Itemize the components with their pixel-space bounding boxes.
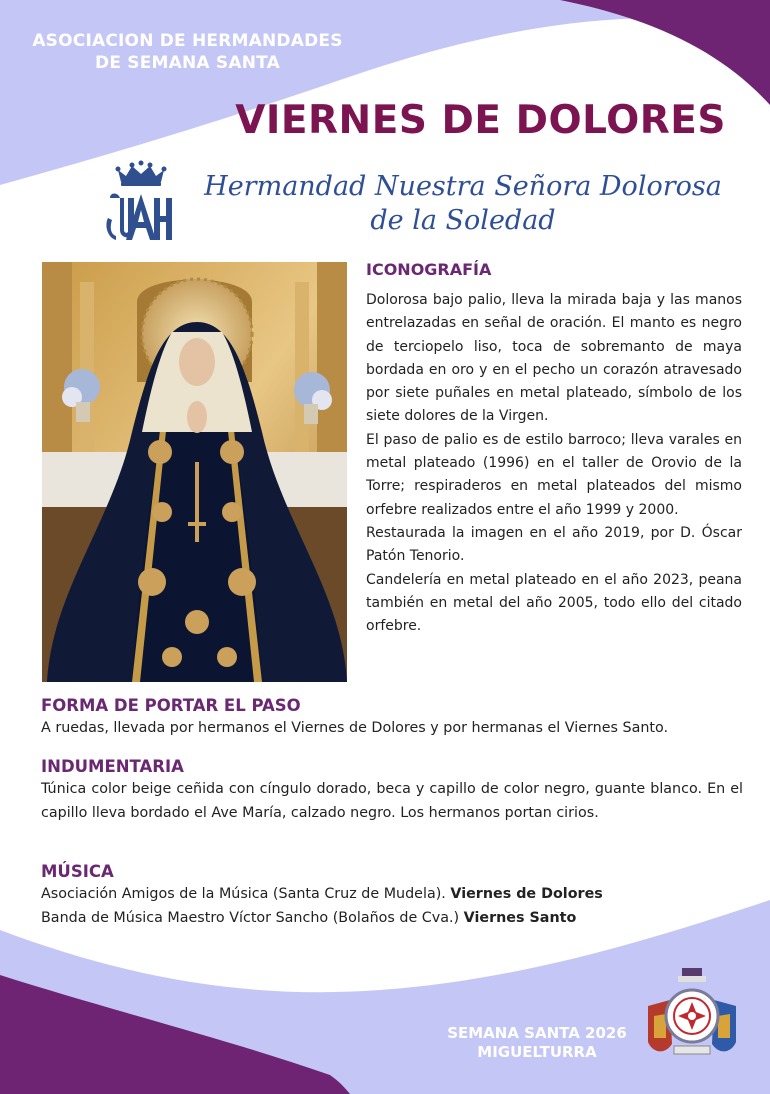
- forma-heading: FORMA DE PORTAR EL PASO: [41, 696, 301, 715]
- brotherhood-monogram-crest-icon: [104, 160, 178, 246]
- musica-line-2-bold: Viernes Santo: [463, 909, 577, 926]
- musica-line-2: [41, 907, 743, 931]
- forma-text: A ruedas, llevada por hermanos el Viernes de Dolores y por hermanas el Viernes Santo.: [41, 720, 669, 736]
- footer-line2: MIGUELTURRA: [477, 1043, 597, 1061]
- footer-line1: SEMANA SANTA 2026: [447, 1024, 627, 1042]
- musica-line-1-text: Asociación Amigos de la Música (Santa Cruz de Mudela).: [41, 886, 446, 902]
- iconografia-heading: ICONOGRAFÍA: [366, 260, 492, 279]
- association-title: [20, 30, 355, 74]
- iconografia-paragraph-4: Candelería en metal plateado en el año 2023, peana también en metal del año 2005, todo ello del citado orfebre.: [366, 571, 742, 635]
- iconografia-paragraph-3: Restaurada la imagen en el año 2019, por D. Óscar Patón Tenorio.: [366, 524, 742, 565]
- musica-section: [41, 862, 743, 930]
- forma-section: [41, 696, 743, 741]
- musica-line-2-text: Banda de Música Maestro Víctor Sancho (Bolaños de Cva.): [41, 909, 460, 926]
- page-title: VIERNES DE DOLORES: [235, 98, 726, 143]
- top-lavender-wave: [0, 0, 770, 185]
- brotherhood-name-line1: Hermandad Nuestra Señora Dolorosa: [204, 171, 722, 202]
- musica-line-1: [41, 883, 743, 907]
- indumentaria-section: [41, 757, 743, 825]
- town-coat-of-arms-icon: [644, 966, 740, 1066]
- iconografia-section: [366, 260, 742, 638]
- indumentaria-text: Túnica color beige ceñida con cíngulo dorado, beca y capillo de color negro, guante blanco. En el capillo lleva bordado el Ave María, calzado negro. Los hermanos portan cirios.: [41, 781, 743, 821]
- virgin-dolorosa-photo: [42, 262, 347, 682]
- indumentaria-heading: INDUMENTARIA: [41, 757, 184, 776]
- footer-event: [432, 1024, 642, 1062]
- iconografia-paragraph-2: El paso de palio es de estilo barroco; lleva varales en metal plateado (1996) en el taller de Orovio de la Torre; respiraderos en metal plateados del mismo orfebre realizados entre el año 1999 y 2000.: [366, 431, 742, 518]
- musica-heading: MÚSICA: [41, 862, 114, 881]
- association-title-line1: ASOCIACION DE HERMANDADES: [32, 31, 343, 51]
- musica-line-1-bold: Viernes de Dolores: [450, 886, 603, 902]
- brotherhood-name-line2: de la Soledad: [370, 205, 556, 236]
- iconografia-paragraph-1: Dolorosa bajo palio, lleva la mirada baja y las manos entrelazadas en señal de oración. El manto es negro de terciopelo liso, toca de sobremanto de maya bordada en oro y en el pecho un corazón atravesado por siete puñales en metal plateado, símbolo de los siete dolores de la Virgen.: [366, 292, 742, 425]
- association-title-line2: DE SEMANA SANTA: [95, 53, 280, 73]
- brotherhood-name: [188, 170, 738, 238]
